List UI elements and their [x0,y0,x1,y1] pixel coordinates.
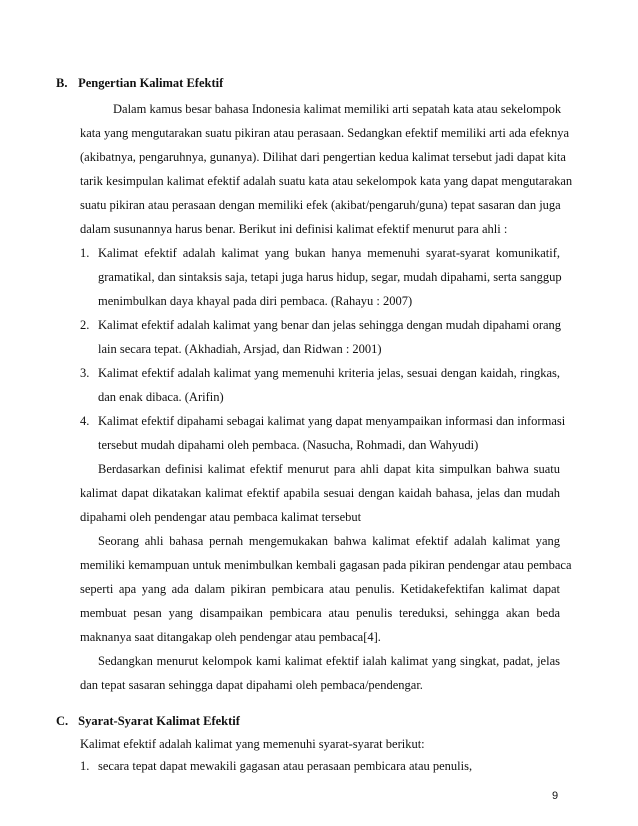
definition-number: 4. [80,414,90,428]
expert-line: memiliki kemampuan untuk menimbulkan kembali gagasan pada pikiran pendengar atau pembaca [80,558,572,572]
definition-line: gramatikal, dan sintaksis saja, tetapi juga harus hidup, segar, mudah dipahami, serta sanggup [98,270,562,284]
definition-number: 3. [80,366,90,380]
requirement-text: secara tepat dapat mewakili gagasan atau perasaan pembicara atau penulis, [98,759,473,773]
intro-line: dalam susunannya harus benar. Berikut ini definisi kalimat efektif menurut para ahli : [80,222,508,236]
conclusion-line: kalimat dapat dikatakan kalimat efektif apabila sesuai dengan kaidah bahasa, jelas dan mudah [80,486,560,500]
requirement-number: 1. [80,759,90,773]
definition-number: 1. [80,246,90,260]
definition-number: 2. [80,318,90,332]
section-c-title: Syarat-Syarat Kalimat Efektif [78,714,240,728]
conclusion-line: Berdasarkan definisi kalimat efektif menurut para ahli dapat kita simpulkan bahwa suatu [98,462,560,476]
group-line: Sedangkan menurut kelompok kami kalimat efektif ialah kalimat yang singkat, padat, jelas [98,654,560,668]
intro-line: (akibatnya, pengaruhnya, gunanya). Dilihat dari pengertian kedua kalimat tersebut jadi dapat kita [80,150,566,164]
intro-line: Dalam kamus besar bahasa Indonesia kalimat memiliki arti sepatah kata atau sekelompok [113,102,562,116]
definition-line: Kalimat efektif dipahami sebagai kalimat yang dapat menyampaikan informasi dan informasi [98,414,566,428]
definition-line: dan enak dibaca. (Arifin) [98,390,224,404]
definition-line: Kalimat efektif adalah kalimat yang benar dan jelas sehingga dengan mudah dipahami orang [98,318,562,332]
section-c-intro: Kalimat efektif adalah kalimat yang memenuhi syarat-syarat berikut: [80,737,425,751]
conclusion-line: dipahami oleh pendengar atau pembaca kalimat tersebut [80,510,362,524]
group-line: dan tepat sasaran sehingga dapat dipahami oleh pembaca/pendengar. [80,678,423,692]
section-b-title: Pengertian Kalimat Efektif [78,76,224,90]
expert-line: seperti apa yang ada dalam pikiran pembicara atau penulis. Ketidakefektifan kalimat dapat [80,582,560,596]
section-b-number: B. [56,76,68,90]
definition-line: tersebut mudah dipahami oleh pembaca. (Nasucha, Rohmadi, dan Wahyudi) [98,438,479,452]
expert-line: maknanya saat ditangakap oleh pendengar atau pembaca[4]. [80,630,381,644]
definition-line: Kalimat efektif adalah kalimat yang memenuhi kriteria jelas, sesuai dengan kaidah, ringkas, [98,366,560,380]
section-b-heading [56,76,223,91]
intro-line: kata yang mengutarakan suatu pikiran atau perasaan. Sedangkan efektif memiliki arti ada efeknya [80,126,570,140]
page-number: 9 [552,790,559,802]
section-c-heading [56,714,240,729]
expert-line: Seorang ahli bahasa pernah mengemukakan bahwa kalimat efektif adalah kalimat yang [98,534,560,548]
definition-line: Kalimat efektif adalah kalimat yang bukan hanya memenuhi syarat-syarat komunikatif, [98,246,560,260]
intro-line: suatu pikiran atau perasaan dengan memiliki efek (akibat/pengaruh/guna) tepat sasaran dan juga [80,198,561,212]
section-c-number: C. [56,714,69,728]
intro-line: tarik kesimpulan kalimat efektif adalah suatu kata atau sekelompok kata yang dapat mengutarakan [80,174,573,188]
definition-line: lain secara tepat. (Akhadiah, Arsjad, dan Ridwan : 2001) [98,342,382,356]
definition-line: menimbulkan daya khayal pada diri pembaca. (Rahayu : 2007) [98,294,413,308]
expert-line: membuat pesan yang disampaikan pembicara atau penulis tereduksi, sehingga akan beda [80,606,560,620]
